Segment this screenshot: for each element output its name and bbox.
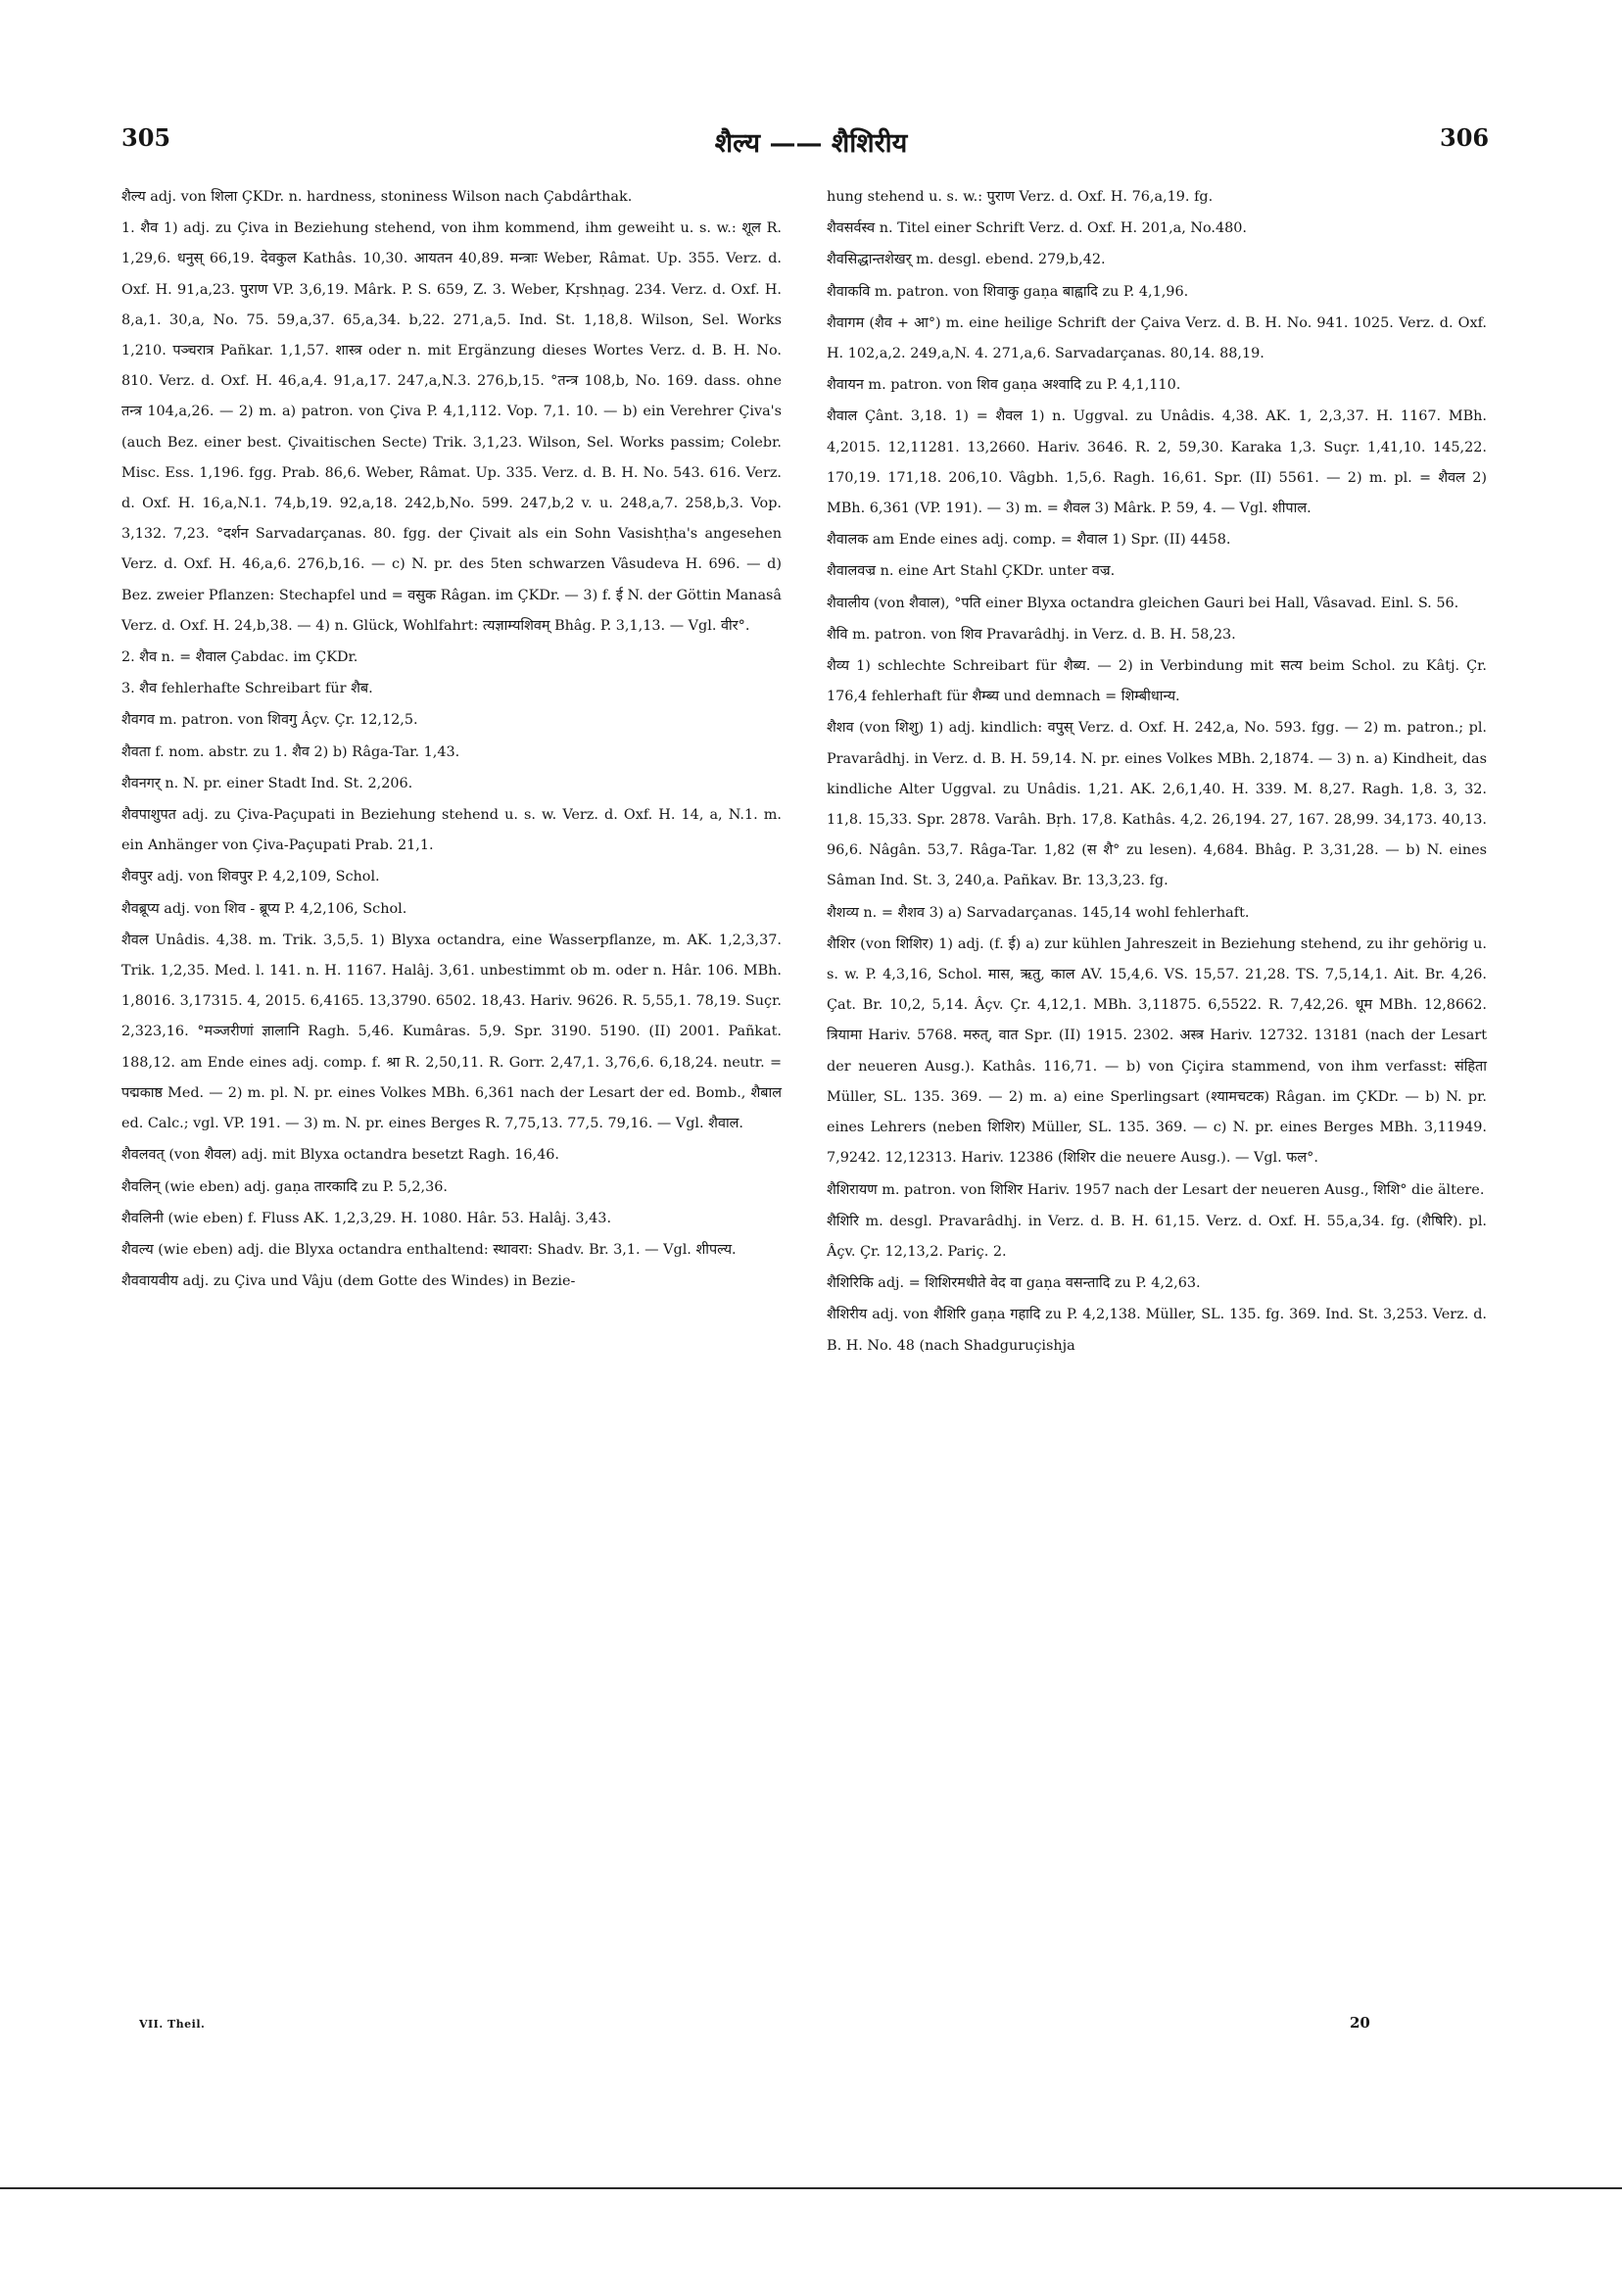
entry: शैवनगर् n. N. pr. einer Stadt Ind. St. 2,206. <box>121 775 413 791</box>
entry: शैववायवीय adj. zu Çiva und Vâju (dem Gotte des Windes) in Bezie- <box>121 1273 576 1290</box>
entry: शैवि m. patron. von शिव Pravarâdhj. in Verz. d. B. H. 58,23. <box>827 626 1236 643</box>
entry: शैवब्रूप्य adj. von शिव - ब्रूप्य P. 4,2,106, Schol. <box>121 900 407 917</box>
entry: शैशिरि m. desgl. Pravarâdhj. in Verz. d. B. H. 61,15. Verz. d. Oxf. H. 55,a,34. fg. (शैषिरि). pl. Âçv. Çr. 12,13,2. Pariç. 2. <box>827 1213 1487 1260</box>
entry: शैवायन m. patron. von शिव gaṇa अश्वादि zu P. 4,1,110. <box>827 377 1181 394</box>
right-column <box>827 182 1487 1363</box>
entry: शैवल Unâdis. 4,38. m. Trik. 3,5,5. 1) Blyxa octandra, eine Wasserpflanze, m. AK. 1,2,3,37. Trik. 1,2,35. Med. l. 141. n. H. 1167. Halâj. 3,61. unbestimmt ob m. oder n. Hâr. 106. MBh. 1,8016. 3,17315. 4, 2015. 6,4165. 13,3790. 6502. 18,43. Hariv. 9626. R. 5,55,1. 78,19. Suçr. 2,323,16. °मञ्जरीणां ज्ञालानि Ragh. 5,46. Kumâras. 5,9. Spr. 3190. 5190. (II) 2001. Pañkat. 188,12. am Ende eines adj. comp. f. श्रा R. 2,50,11. R. Gorr. 2,47,1. 3,76,6. 6,18,24. neutr. = पद्मकाष्ठ Med. — 2) m. pl. N. pr. eines Volkes MBh. 6,361 nach der Lesart der ed. Bomb., शैबाल ed. Calc.; vgl. VP. 191. — 3) m. N. pr. eines Berges R. 7,75,13. 77,5. 79,16. — Vgl. शैवाल. <box>121 932 782 1132</box>
entry: शैशव (von शिशु) 1) adj. kindlich: वपुस् Verz. d. Oxf. H. 242,a, No. 593. fgg. — 2) m. patron.; pl. Pravarâdhj. in Verz. d. B. H. 59,14. N. pr. eines Volkes MBh. 2,1874. — 3) n. a) Kindheit, das kindliche Alter Uggval. zu Unâdis. 1,21. AK. 2,6,1,40. H. 339. M. 8,27. Ragh. 1,8. 3, 32. 11,8. 15,33. Spr. 2878. Varâh. Bṛh. 17,8. Kathâs. 4,2. 26,194. 27, 167. 28,99. 34,173. 40,13. 96,6. Nâgân. 53,7. Râga-Tar. 1,82 (स शै° zu lesen). 4,684. Bhâg. P. 3,31,28. — b) N. eines Sâman Ind. St. 3, 240,a. Pañkav. Br. 13,3,23. fg. <box>827 720 1487 889</box>
entry: शैवता f. nom. abstr. zu 1. शैव 2) b) Râga-Tar. 1,43. <box>121 743 460 760</box>
entry: शैवलवत् (von शैवल) adj. mit Blyxa octandra besetzt Ragh. 16,46. <box>121 1147 559 1164</box>
running-title: शैल्य —— शैशिरीय <box>714 128 908 159</box>
left-column <box>121 182 782 1298</box>
entry: शैशिरायण m. patron. von शिशिर Hariv. 1957 nach der Lesart der neueren Ausg., शिशि° die ältere. <box>827 1181 1485 1198</box>
entry: hung stehend u. s. w.: पुराण Verz. d. Oxf. H. 76,a,19. fg. <box>827 189 1214 205</box>
page-number-left: 305 <box>121 123 171 152</box>
entry: शैवल्य (wie eben) adj. die Blyxa octandra enthaltend: स्थावरा: Shadv. Br. 3,1. — Vgl. शीपल्य. <box>121 1241 737 1258</box>
entry: शैवपाशुपत adj. zu Çiva-Paçupati in Beziehung stehend u. s. w. Verz. d. Oxf. H. 14, a, N.1. m. ein Anhänger von Çiva-Paçupati Prab. 21,1. <box>121 807 782 854</box>
entry: शैशिरिकि adj. = शिशिरमधीते वेद वा gaṇa वसन्तादि zu P. 4,2,63. <box>827 1275 1201 1292</box>
entry: शैवगव m. patron. von शिवगु Âçv. Çr. 12,12,5. <box>121 712 418 729</box>
entry: शैवाल Çânt. 3,18. 1) = शैवल 1) n. Uggval. zu Unâdis. 4,38. AK. 1, 2,3,37. H. 1167. MBh. 4,2015. 12,11281. 13,2660. Hariv. 3646. R. 2, 59,30. Karaka 1,3. Suçr. 1,41,10. 145,22. 170,19. 171,18. 206,10. Vâgbh. 1,5,6. Ragh. 16,61. Spr. (II) 5561. — 2) m. pl. = शैवल 2) MBh. 6,361 (VP. 191). — 3) m. = शैवल 3) Mârk. P. 59, 4. — Vgl. शीपाल. <box>827 408 1487 517</box>
entry: 2. शैव n. = शैवाल Çabdac. im ÇKDr. <box>121 649 358 666</box>
entry: शैशिरीय adj. von शैशिरि gaṇa गहादि zu P. 4,2,138. Müller, SL. 135. fg. 369. Ind. St. 3,253. Verz. d. B. H. No. 48 (nach Shadguruçishja <box>827 1307 1487 1354</box>
entry: शैवागम (शैव + आ°) m. eine heilige Schrift der Çaiva Verz. d. B. H. No. 941. 1025. Verz. d. Oxf. H. 102,a,2. 249,a,N. 4. 271,a,6. Sarvadarçanas. 80,14. 88,19. <box>827 314 1487 362</box>
entry: शैवालवज्र n. eine Art Stahl ÇKDr. unter वज्र. <box>827 563 1116 580</box>
entry: शैवलिनी (wie eben) f. Fluss AK. 1,2,3,29. H. 1080. Hâr. 53. Halâj. 3,43. <box>121 1210 612 1226</box>
entry: शैशिर (von शिशिर) 1) adj. (f. ई) a) zur kühlen Jahreszeit in Beziehung stehend, zu ihr gehörig u. s. w. P. 4,3,16, Schol. मास, ऋतु, काल AV. 15,4,6. VS. 15,57. 21,28. TS. 7,5,14,1. Ait. Br. 4,26. Çat. Br. 10,2, 5,14. Âçv. Çr. 4,12,1. MBh. 3,11875. 6,5522. R. 7,42,26. धूम MBh. 12,8662. त्रियामा Hariv. 5768. मरुत्, वात Spr. (II) 1915. 2302. अस्त्र Hariv. 12732. 13181 (nach der Lesart der neueren Ausg.). Kathâs. 116,71. — b) von Çiçira stammend, von ihm verfasst: संहिता Müller, SL. 135. 369. — 2) m. a) eine Sperlingsart (श्यामचटक) Râgan. im ÇKDr. — b) N. pr. eines Lehrers (neben शिशिर) Müller, SL. 135. 369. — c) N. pr. eines Berges MBh. 3,11949. 7,9242. 12,12313. Hariv. 12386 (शिशिर die neuere Ausg.). — Vgl. फल°. <box>827 935 1487 1167</box>
bottom-rule <box>0 2187 1622 2189</box>
entry: शैवाकवि m. patron. von शिवाकु gaṇa बाह्वादि zu P. 4,1,96. <box>827 283 1189 300</box>
entry: शैवालीय (von शैवाल), °पति einer Blyxa octandra gleichen Gauri bei Hall, Vâsavad. Einl. S. 56. <box>827 595 1459 611</box>
entry: 3. शैव fehlerhafte Schreibart für शैब. <box>121 681 373 697</box>
entry: शैव्य 1) schlechte Schreibart für शैब्य. — 2) in Verbindung mit सत्य beim Schol. zu Kâtj. Çr. 176,4 fehlerhaft für शैम्ब्य und demnach = शिम्बीधान्य. <box>827 658 1487 705</box>
entry: शैल्य adj. von शिला ÇKDr. n. hardness, stoniness Wilson nach Çabdârthak. <box>121 189 633 205</box>
entry: शैवसर्वस्व n. Titel einer Schrift Verz. d. Oxf. H. 201,a, No.480. <box>827 220 1248 237</box>
entry: शैवालक am Ende eines adj. comp. = शैवाल 1) Spr. (II) 4458. <box>827 532 1231 549</box>
entry: शैशव्य n. = शैशव 3) a) Sarvadarçanas. 145,14 wohl fehlerhaft. <box>827 904 1250 921</box>
page-number-right: 306 <box>1440 123 1490 152</box>
entry: शैवपुर adj. von शिवपुर P. 4,2,109, Schol. <box>121 869 380 885</box>
volume-signature: VII. Theil. <box>139 2018 206 2031</box>
entry: 1. शैव 1) adj. zu Çiva in Beziehung stehend, von ihm kommend, ihm geweiht u. s. w.: शूल R. 1,29,6. धनुस् 66,19. देवकुल Kathâs. 10,30. आयतन 40,89. मन्त्राः Weber, Râmat. Up. 355. Verz. d. Oxf. H. 91,a,23. पुराण VP. 3,6,19. Mârk. P. S. 659, Z. 3. Weber, Kṛshṇag. 234. Verz. d. Oxf. H. 8,a,1. 30,a, No. 75. 59,a,37. 65,a,34. b,22. 271,a,5. Ind. St. 1,18,8. Wilson, Sel. Works 1,210. पञ्चरात्र Pañkar. 1,1,57. शास्त्र oder n. mit Ergänzung dieses Wortes Verz. d. B. H. No. 810. Verz. d. Oxf. H. 46,a,4. 91,a,17. 247,a,N.3. 276,b,15. °तन्त्र 108,b, No. 169. dass. ohne तन्त्र 104,a,26. — 2) m. a) patron. von Çiva P. 4,1,112. Vop. 7,1. 10. — b) ein Verehrer Çiva's (auch Bez. einer best. Çivaitischen Secte) Trik. 3,1,23. Wilson, Sel. Works passim; Colebr. Misc. Ess. 1,196. fgg. Prab. 86,6. Weber, Râmat. Up. 335. Verz. d. B. H. No. 543. 616. Verz. d. Oxf. H. 16,a,N.1. 74,b,19. 92,a,18. 242,b,No. 599. 247,b,2 v. u. 248,a,7. 258,b,3. Vop. 3,132. 7,23. °दर्शन Sarvadarçanas. 80. fgg. der Çivait als ein Sohn Vasishṭha's angesehen Verz. d. Oxf. H. 46,a,6. 276,b,16. — c) N. pr. des 5ten schwarzen Vâsudeva H. 696. — d) Bez. zweier Pflanzen: Stechapfel und = वसुक Râgan. im ÇKDr. — 3) f. ई N. der Göttin Manasâ Verz. d. Oxf. H. 24,b,38. — 4) n. Glück, Wohlfahrt: त्यज्ञाम्यशिवम् Bhâg. P. 3,1,13. — Vgl. वीर°. <box>121 220 782 634</box>
entry: शैवलिन् (wie eben) adj. gaṇa तारकादि zu P. 5,2,36. <box>121 1178 448 1195</box>
sheet-number: 20 <box>1350 2014 1370 2032</box>
entry: शैवसिद्धान्तशेखर् m. desgl. ebend. 279,b,42. <box>827 252 1106 268</box>
